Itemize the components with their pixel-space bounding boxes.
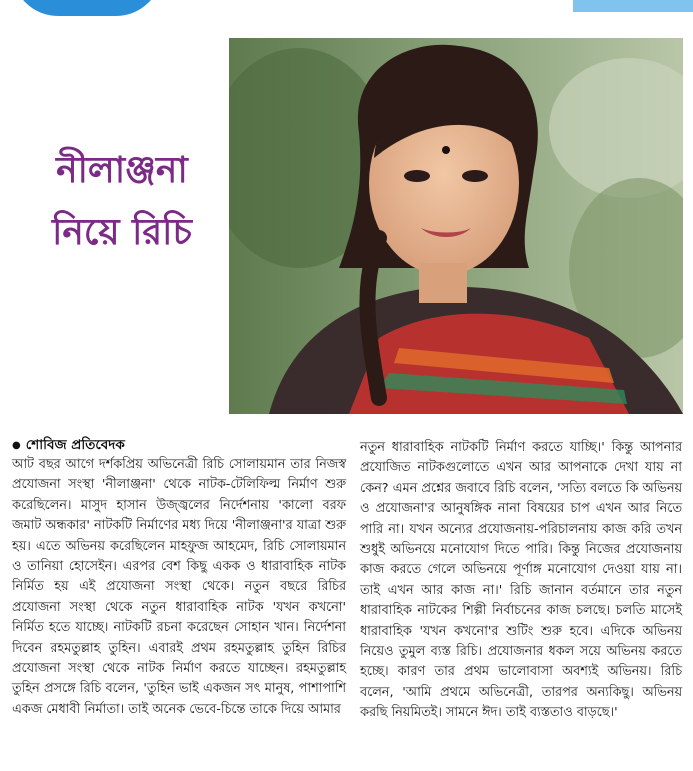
byline-text: শোবিজ প্রতিবেদক (25, 437, 125, 453)
article-column-right: নতুন ধারাবাহিক নাটকটি নির্মাণ করতে যাচ্ছি।' কিন্তু আপনার প্রযোজিত নাটকগুলোতে এখন আর আপনাকে দেখা যায় না কেন? এমন প্রশ্নের জবাবে রিচি বলেন, 'সত্যি বলতে কি অভিনয় ও প্রযোজনা'র আনুষঙ্গিক নানা বিষয়ের চাপ এখন আর নিতে পারি না। যখন অন্যের প্রযোজনায়-পরিচালনায় কাজ করি তখন শুধুই অভিনয়ে মনোযোগ দিতে পারি। কিন্তু নিজের প্রযোজনায় কাজ করতে গেলে অভিনয়ে পূর্ণাঙ্গ মনোযোগ দেওয়া যায় না। তাই এখন আর কাজ না।' রিচি জানান বর্তমানে তার নতুন ধারাবাহিক নাটকের শিল্পী নির্বাচনের কাজ চলছে। চলতি মাসেই ধারাবাহিক 'যখন কখনো'র শুটিং শুরু হবে। এদিকে অভিনয় নিয়েও তুমুল ব্যস্ত রিচি। প্রযোজনার ধকল সয়ে অভিনয় করতে হচ্ছে। কারণ তার প্রথম ভালোবাসা অবশ্যই অভিনয়। রিচি বলেন, 'আমি প্রথমে অভিনেত্রী, তারপর অন্যকিছু। অভিনয় করছি নিয়মিতই। সামনে ঈদ। তাই ব্যস্ততাও বাড়ছে।' (360, 440, 682, 721)
headline-line-1: নীলাঞ্জনা (56, 150, 188, 191)
headline-line-2: নিয়ে রিচি (52, 212, 192, 253)
byline (12, 436, 125, 455)
portrait-photo (229, 38, 683, 414)
top-right-decoration (573, 0, 693, 12)
bullet-icon: ● (12, 440, 21, 451)
article-headline (22, 140, 222, 264)
article-column-left: আট বছর আগে দর্শকপ্রিয় অভিনেত্রী রিচি সোলায়মান তার নিজস্ব প্রযোজনা সংস্থা 'নীলাঞ্জনা' থেকে নাটক-টেলিফিল্ম নির্মাণ শুরু করেছিলেন। মাসুদ হাসান উজ্জ্বলের নির্দেশনায় 'কালো বরফ জমাট অন্ধকার' নাটকটি নির্মাণের মধ্য দিয়ে 'নীলাঞ্জনা'র যাত্রা শুরু হয়। এতে অভিনয় করেছিলেন মাহফুজ আহমেদ, রিচি সোলায়মান ও তানিয়া হোসেইন। এরপর বেশ কিছু একক ও ধারাবাহিক নাটক নির্মিত হয় এই প্রযোজনা সংস্থা থেকে। নতুন বছরে রিচির প্রযোজনা সংস্থা থেকে নতুন ধারাবাহিক নাটক 'যখন কখনো' নির্মিত হতে যাচ্ছে। নাটকটি রচনা করেছেন সোহান খান। নির্দেশনা দিবেন রহমতুল্লাহ তুহিন। এবারই প্রথম রহমতুল্লাহ তুহিন রিচির প্রযোজনা সংস্থা থেকে নাটক নির্মাণ করতে যাচ্ছেন। রহমতুল্লাহ তুহিন প্রসঙ্গে রিচি বলেন, 'তুহিন ভাই একজন সৎ মানুষ, পাশাপাশি একজ মেধাবী নির্মাতা। তাই অনেক ভেবে-চিন্তে তাকে দিয়ে আমার (12, 457, 346, 717)
top-left-decoration (12, 0, 162, 16)
